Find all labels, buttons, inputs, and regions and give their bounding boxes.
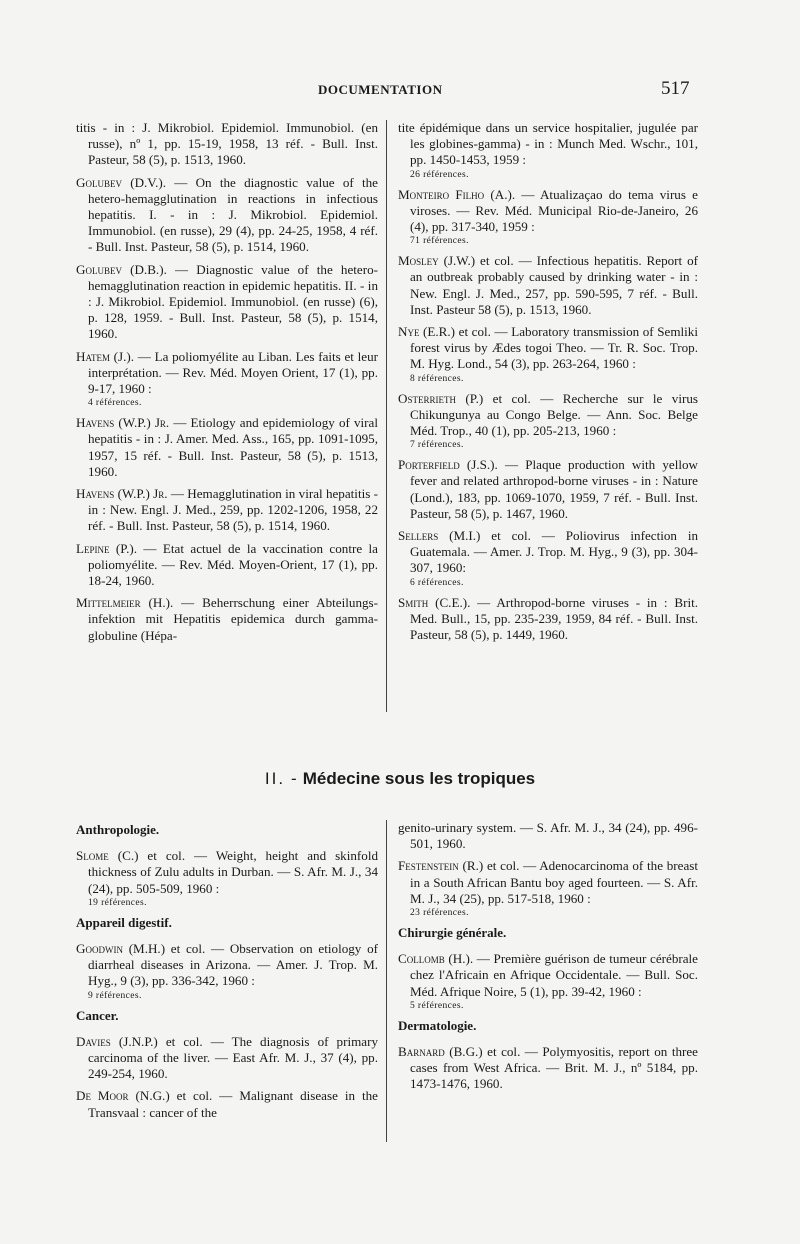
bibliography-entry [398, 820, 698, 852]
bibliography-entry [76, 349, 378, 410]
entry-author: Golubev (D.V.). [76, 174, 166, 190]
entry-text: et col. — Malignant disease in the Transvaal : cancer of the [88, 1088, 378, 1120]
entry-text: — Arthropod-borne viruses - in : Brit. Med. Bull., 15, pp. 235-239, 1959, 84 réf. - Bull. Inst. Pasteur, 58 (5), p. 1449, 1960. [410, 594, 698, 643]
column-divider-top [386, 120, 387, 712]
entry-text: — Hemagglutination in viral hepatitis - in : New. Engl. J. Med., 259, pp. 1202-1206, 1958, 22 réf. - Bull. Inst. Pasteur, 58 (5), p. 1514, 1960. [88, 486, 378, 534]
entries-anthropologie [76, 848, 378, 909]
entry-author: Smith (C.E.). [398, 594, 471, 610]
bibliography-entry [398, 1044, 698, 1093]
entry-references: 9 références. [88, 990, 142, 1001]
entry-text: titis - in : J. Mikrobiol. Epidemiol. Immunobiol. (en russe), nº 1, pp. 15-19, 1958, 13 réf. - Bull. Inst. Pasteur, 58 (5), p. 1513, 1960. [76, 120, 378, 168]
entry-text: et col. — Polymyositis, report on three cases from West Africa. — Brit. M. J., nº 5184, pp. 1473-1476, 1960. [410, 1044, 698, 1092]
bibliography-entry [76, 595, 378, 644]
bibliography-entry [398, 457, 698, 522]
bibliography-entry [398, 187, 698, 248]
entry-author: De Moor (N.G.) [76, 1088, 170, 1104]
entry-author: Mosley (J.W.) [398, 253, 476, 269]
entry-references: 71 références. [410, 236, 469, 247]
entry-references: 26 références. [410, 169, 469, 180]
bibliography-entry [76, 848, 378, 909]
entry-author: Golubev (D.B.). [76, 261, 167, 277]
entry-text: et col. — Weight, height and skinfold thickness of Zulu adults in Durban. — S. Afr. M. J., 34 (24), pp. 505-509, 1960 : [88, 848, 379, 896]
entry-text: et col. — Laboratory transmission of Semliki forest virus by Ædes togoi Theo. — Tr. R. Soc. Trop. M. Hyg. Lond., 54 (3), pp. 263-264, 1960 : [410, 324, 698, 372]
entry-text: — Plaque production with yellow fever and related arthropod-borne viruses - in : Nature (Lond.), 183, pp. 1069-1070, 1959, 7 réf. - Bull. Inst. Pasteur, 58 (5), p. 1467, 1960. [410, 457, 698, 521]
entry-author: Osterrieth (P.) [398, 390, 484, 406]
entries-dermatologie [398, 1044, 698, 1093]
bibliography-entry [398, 324, 698, 385]
bibliography-entry [76, 262, 378, 343]
entry-author: Davies (J.N.P.) [76, 1033, 158, 1049]
column-divider-bottom [386, 820, 387, 1142]
bibliography-entry [398, 595, 698, 644]
subheading-dermatologie: Dermatologie. [398, 1017, 477, 1033]
entry-author: Porterfield (J.S.). [398, 457, 498, 473]
entry-author: Nye (E.R.) [398, 324, 456, 340]
entry-references: 23 références. [410, 908, 469, 919]
entries-chirurgie [398, 951, 698, 1012]
entry-author: Mittelmeier (H.). [76, 595, 174, 611]
column-bottom-left [76, 820, 378, 1127]
entry-text: et col. — Recherche sur le virus Chikungunya au Congo Belge. — Ann. Soc. Belge Méd. Trop., 40 (1), pp. 205-213, 1960 : [410, 390, 698, 439]
entry-text: — Etiology and epidemiology of viral hepatitis - in : J. Amer. Med. Ass., 165, pp. 1091-1095, 1957, 15 réf. - Bull. Inst. Pasteur, 58 (5), p. 1513, 1960. [88, 415, 378, 479]
entry-text: et col. — Observation on etiology of diarrheal diseases in Arizona. — Amer. J. Trop. M. Hyg., 9 (3), pp. 336-342, 1960 : [88, 941, 378, 989]
bibliography-entry [398, 528, 698, 589]
page-number: 517 [661, 78, 690, 99]
entry-text: — On the diagnostic value of the hetero-hemagglutination in reactions in infectious hepatitis. I. - in : J. Mikrobiol. Epidemiol. Immunobiol. (en russe), 29 (4), pp. 24-25, 1958, 4 réf. - Bull. Inst. Pasteur, 58 (5), p. 1514, 1960. [88, 174, 378, 255]
entry-author: Monteiro Filho (A.). [398, 186, 516, 202]
entry-author: Lepine (P.). [76, 540, 137, 556]
entry-author: Goodwin (M.H.) [76, 941, 166, 957]
subheading-anthropologie: Anthropologie. [76, 822, 160, 837]
entry-author: Sellers (M.I.) [398, 528, 481, 544]
entry-text: et col. — The diagnosis of primary carcinoma of the liver. — East Afr. M. J., 37 (4), pp. 249-254, 1960. [88, 1033, 379, 1082]
subheading-appareil-digestif: Appareil digestif. [76, 914, 172, 930]
bibliography-entry [76, 1034, 378, 1083]
entry-text: genito-urinary system. — S. Afr. M. J., 34 (24), pp. 496-501, 1960. [398, 820, 698, 852]
subheading-cancer: Cancer. [76, 1007, 119, 1023]
section-dash: - [291, 769, 297, 788]
entry-references: 5 références. [410, 1000, 464, 1011]
entry-references: 19 références. [88, 897, 147, 908]
bibliography-entry [76, 941, 378, 1002]
bibliography-entry [76, 1088, 378, 1120]
bibliography-entry [398, 391, 698, 452]
entries-appareil-digestif [76, 941, 378, 1002]
subheading-chirurgie: Chirurgie générale. [398, 925, 507, 941]
column-top-left [76, 120, 378, 650]
entry-text: — Beherrschung einer Abteilungs-infektion mit Hepatitis epidemica durch gamma-globuline (Hépa- [88, 595, 378, 643]
bibliography-entry [76, 486, 378, 535]
running-title: DOCUMENTATION [318, 82, 443, 97]
entry-references: 6 références. [410, 577, 464, 588]
entry-author: Barnard (B.G.) [398, 1044, 483, 1060]
entries-cancer-continued [398, 820, 698, 919]
entry-text: — Atualizaçao do tema virus e viroses. — Rev. Méd. Municipal Rio-de-Janeiro, 26 (4), pp. 317-340, 1959 : [410, 186, 698, 235]
entry-author: Festenstein (R.) [398, 858, 484, 874]
entry-author: Havens (W.P.) Jr. [76, 486, 168, 502]
bibliography-entry [398, 120, 698, 181]
entry-references: 7 références. [410, 440, 464, 451]
entry-text: — Première guérison de tumeur cérébrale chez l'Africain en Afrique Occidentale. — Bull. Soc. Méd. Afrique Noire, 5 (1), pp. 39-42, 1960 : [410, 951, 698, 999]
bibliography-entry [398, 951, 698, 1012]
section-number: II. [264, 769, 286, 788]
section-title: Médecine sous les tropiques [302, 769, 536, 788]
entry-references: 4 références. [88, 398, 142, 409]
entry-text: — Etat actuel de la vaccination contre la poliomyélite. — Rev. Méd. Moyen-Orient, 17 (1), pp. 18-24, 1960. [88, 540, 378, 589]
bibliography-entry [76, 120, 378, 169]
page-header [0, 78, 800, 102]
column-bottom-right [398, 820, 698, 1099]
bibliography-entry [398, 253, 698, 318]
entry-text: et col. — Adenocarcinoma of the breast in a South African Bantu boy aged fourteen. — S. Afr. M. J., 34 (25), pp. 517-518, 1960 : [410, 858, 698, 906]
entry-text: — Diagnostic value of the hetero-hemagglutination reaction in epidemic hepatitis. II. - in : J. Mikrobiol. Epidemiol. Immunobiol. (en russe) (6), p. 128, 1959. - Bull. Inst. Pasteur, 58 (5), p. 1514, 1960. [88, 261, 378, 342]
entry-text: et col. — Infectious hepatitis. Report of an outbreak probably caused by drinking water - in : New. Engl. J. Med., 257, pp. 590-595, 7 réf. - Bull. Inst. Pasteur 58 (5), p. 1513, 1960. [410, 253, 699, 317]
entry-text: tite épidémique dans un service hospitalier, jugulée par les globines-gamma) - in : Munch Med. Wschr., 101, pp. 1450-1453, 1959 : [398, 120, 698, 168]
column-top-right [398, 120, 698, 649]
entry-author: Hatem (J.). [76, 348, 135, 364]
bibliography-entry [76, 175, 378, 256]
entry-text: et col. — Poliovirus infection in Guatemala. — Amer. J. Trop. M. Hyg., 9 (3), pp. 304-307, 1960: [410, 528, 698, 576]
entry-references: 8 références. [410, 373, 464, 384]
entry-author: Slome (C.) [76, 848, 139, 864]
entries-cancer [76, 1034, 378, 1121]
section-heading [0, 769, 800, 789]
bibliography-entry [398, 858, 698, 919]
entry-author: Havens (W.P.) Jr. [76, 415, 170, 431]
bibliography-entry [76, 541, 378, 590]
bibliography-entry [76, 415, 378, 480]
entry-text: — La poliomyélite au Liban. Les faits et leur interprétation. — Rev. Méd. Moyen Orient, 17 (1), pp. 9-17, 1960 : [88, 348, 379, 397]
entry-author: Collomb (H.). [398, 951, 474, 967]
